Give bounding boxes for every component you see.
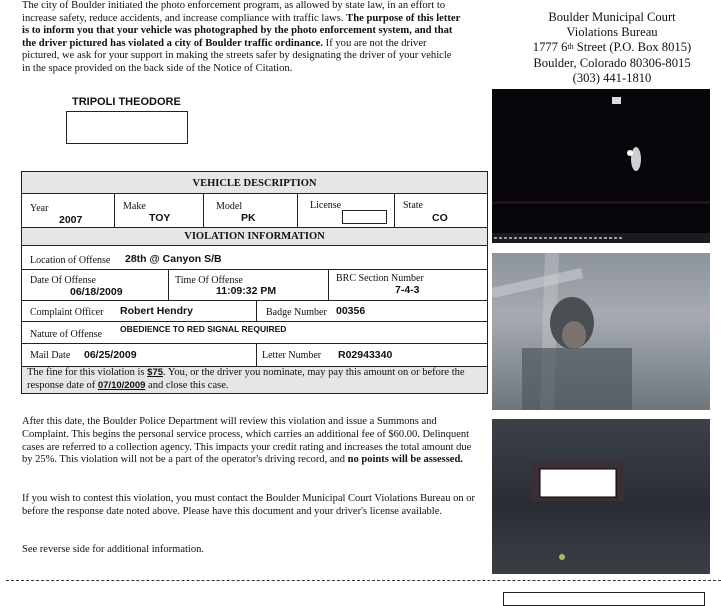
date-label: Date Of Offense [30, 275, 96, 286]
after-date-paragraph: After this date, the Boulder Police Department will review this violation and issue a Summons and Complaint. This begins the personal service process, which carries an additional fee of $60.00. Delinquent cases are referred to a collection agency. This impacts your credit rating and increases the total amount due by 25%. This violation will not be a part of the operator's driving record, and no points will be assessed. [22, 416, 472, 466]
contest-paragraph: If you wish to contest this violation, you must contact the Boulder Municipal Court Violations Bureau on or before the response date noted above. Please have this document and your driver's license available. [22, 493, 475, 517]
officer-row [22, 300, 487, 322]
fine-text: The fine for this violation is $75. You, or the driver you nominate, may pay this amount on or before the response date of 07/10/2009 and close this case. [27, 367, 465, 391]
model-label: Model [216, 201, 243, 212]
intro-paragraph [22, 0, 462, 76]
time-cell [169, 270, 329, 301]
state-cell [395, 194, 487, 228]
year-label: Year [30, 203, 49, 214]
year-cell [22, 194, 115, 228]
badge-value: 00356 [336, 305, 366, 317]
nature-value: OBEDIENCE TO RED SIGNAL REQUIRED [120, 324, 287, 334]
intro-rest: If you are not the driver pictured, we ask for your support in making the streets safer by designating the driver of your vehicle in the space provided on the back side of the Notice of Citation. [22, 37, 452, 74]
officer-value: Robert Hendry [120, 305, 193, 317]
license-label: License [310, 200, 342, 211]
court-city: Boulder, Colorado 80306-8015 [533, 55, 691, 70]
reverse-note: See reverse side for additional information. [22, 544, 204, 555]
letter-value: R02943340 [338, 349, 393, 361]
date-cell [22, 270, 169, 301]
license-plate-photo [492, 419, 710, 574]
violation-heading: VIOLATION INFORMATION [184, 231, 325, 242]
recipient-name: TRIPOLI THEODORE [72, 96, 181, 108]
time-label: Time Of Offense [175, 275, 243, 286]
letter-label: Letter Number [262, 350, 322, 361]
intro-bold: The purpose of this letter is to inform you that your vehicle was photographed by the photo enforcement system, and that the driver pictured has violated a city of Boulder traffic ordinance. [22, 12, 461, 49]
intro-line1: The city of Boulder initiated the photo enforcement program, as allowed by state law, in an effort [22, 0, 435, 11]
brc-cell [329, 270, 487, 301]
citation-form [21, 171, 488, 394]
time-value: 11:09:32 PM [216, 285, 277, 297]
state-label: State [403, 200, 423, 211]
mail-value: 06/25/2009 [84, 349, 137, 361]
make-label: Make [123, 201, 146, 212]
state-value: CO [432, 212, 448, 224]
response-date: 07/10/2009 [97, 380, 146, 391]
redacted-address-box [66, 111, 188, 144]
violation-heading-row [22, 227, 487, 246]
model-value: PK [241, 212, 256, 224]
intro-line2: to increase safety, reduce accidents, and increase compliance with traffic laws. [22, 0, 446, 24]
court-address [512, 10, 712, 86]
redacted-license-box [342, 210, 387, 224]
model-cell [204, 194, 298, 228]
no-points-text: no points will be assessed. [347, 454, 463, 466]
mail-row [22, 343, 487, 367]
vehicle-heading: VEHICLE DESCRIPTION [192, 178, 317, 189]
officer-label: Complaint Officer [30, 307, 104, 318]
brc-label: BRC Section Number [336, 273, 424, 284]
brc-value: 7-4-3 [395, 284, 420, 296]
court-name: Boulder Municipal Court [548, 10, 676, 24]
tear-line [6, 580, 721, 581]
location-row [22, 245, 487, 270]
location-label: Location of Offense [30, 255, 111, 266]
fine-amount: $75 [147, 367, 164, 378]
court-phone: (303) 441-1810 [572, 70, 652, 85]
make-cell [115, 194, 204, 228]
date-time-row [22, 269, 487, 301]
nature-label: Nature of Offense [30, 329, 103, 340]
mail-cell [22, 344, 257, 366]
bottom-box [503, 592, 705, 606]
driver-photo [492, 253, 710, 410]
date-value: 06/18/2009 [70, 286, 123, 298]
court-bureau: Violations Bureau [566, 25, 658, 40]
officer-cell [22, 301, 257, 322]
vehicle-row [22, 193, 487, 228]
badge-label: Badge Number [266, 307, 327, 318]
mail-label: Mail Date [30, 350, 71, 361]
court-street: 1777 6th Street (P.O. Box 8015) [532, 40, 692, 55]
location-value: 28th @ Canyon S/B [125, 253, 222, 265]
nature-row [22, 321, 487, 344]
license-cell [298, 194, 395, 228]
intersection-photo [492, 89, 710, 243]
make-value: TOY [149, 212, 171, 224]
year-value: 2007 [59, 214, 83, 226]
